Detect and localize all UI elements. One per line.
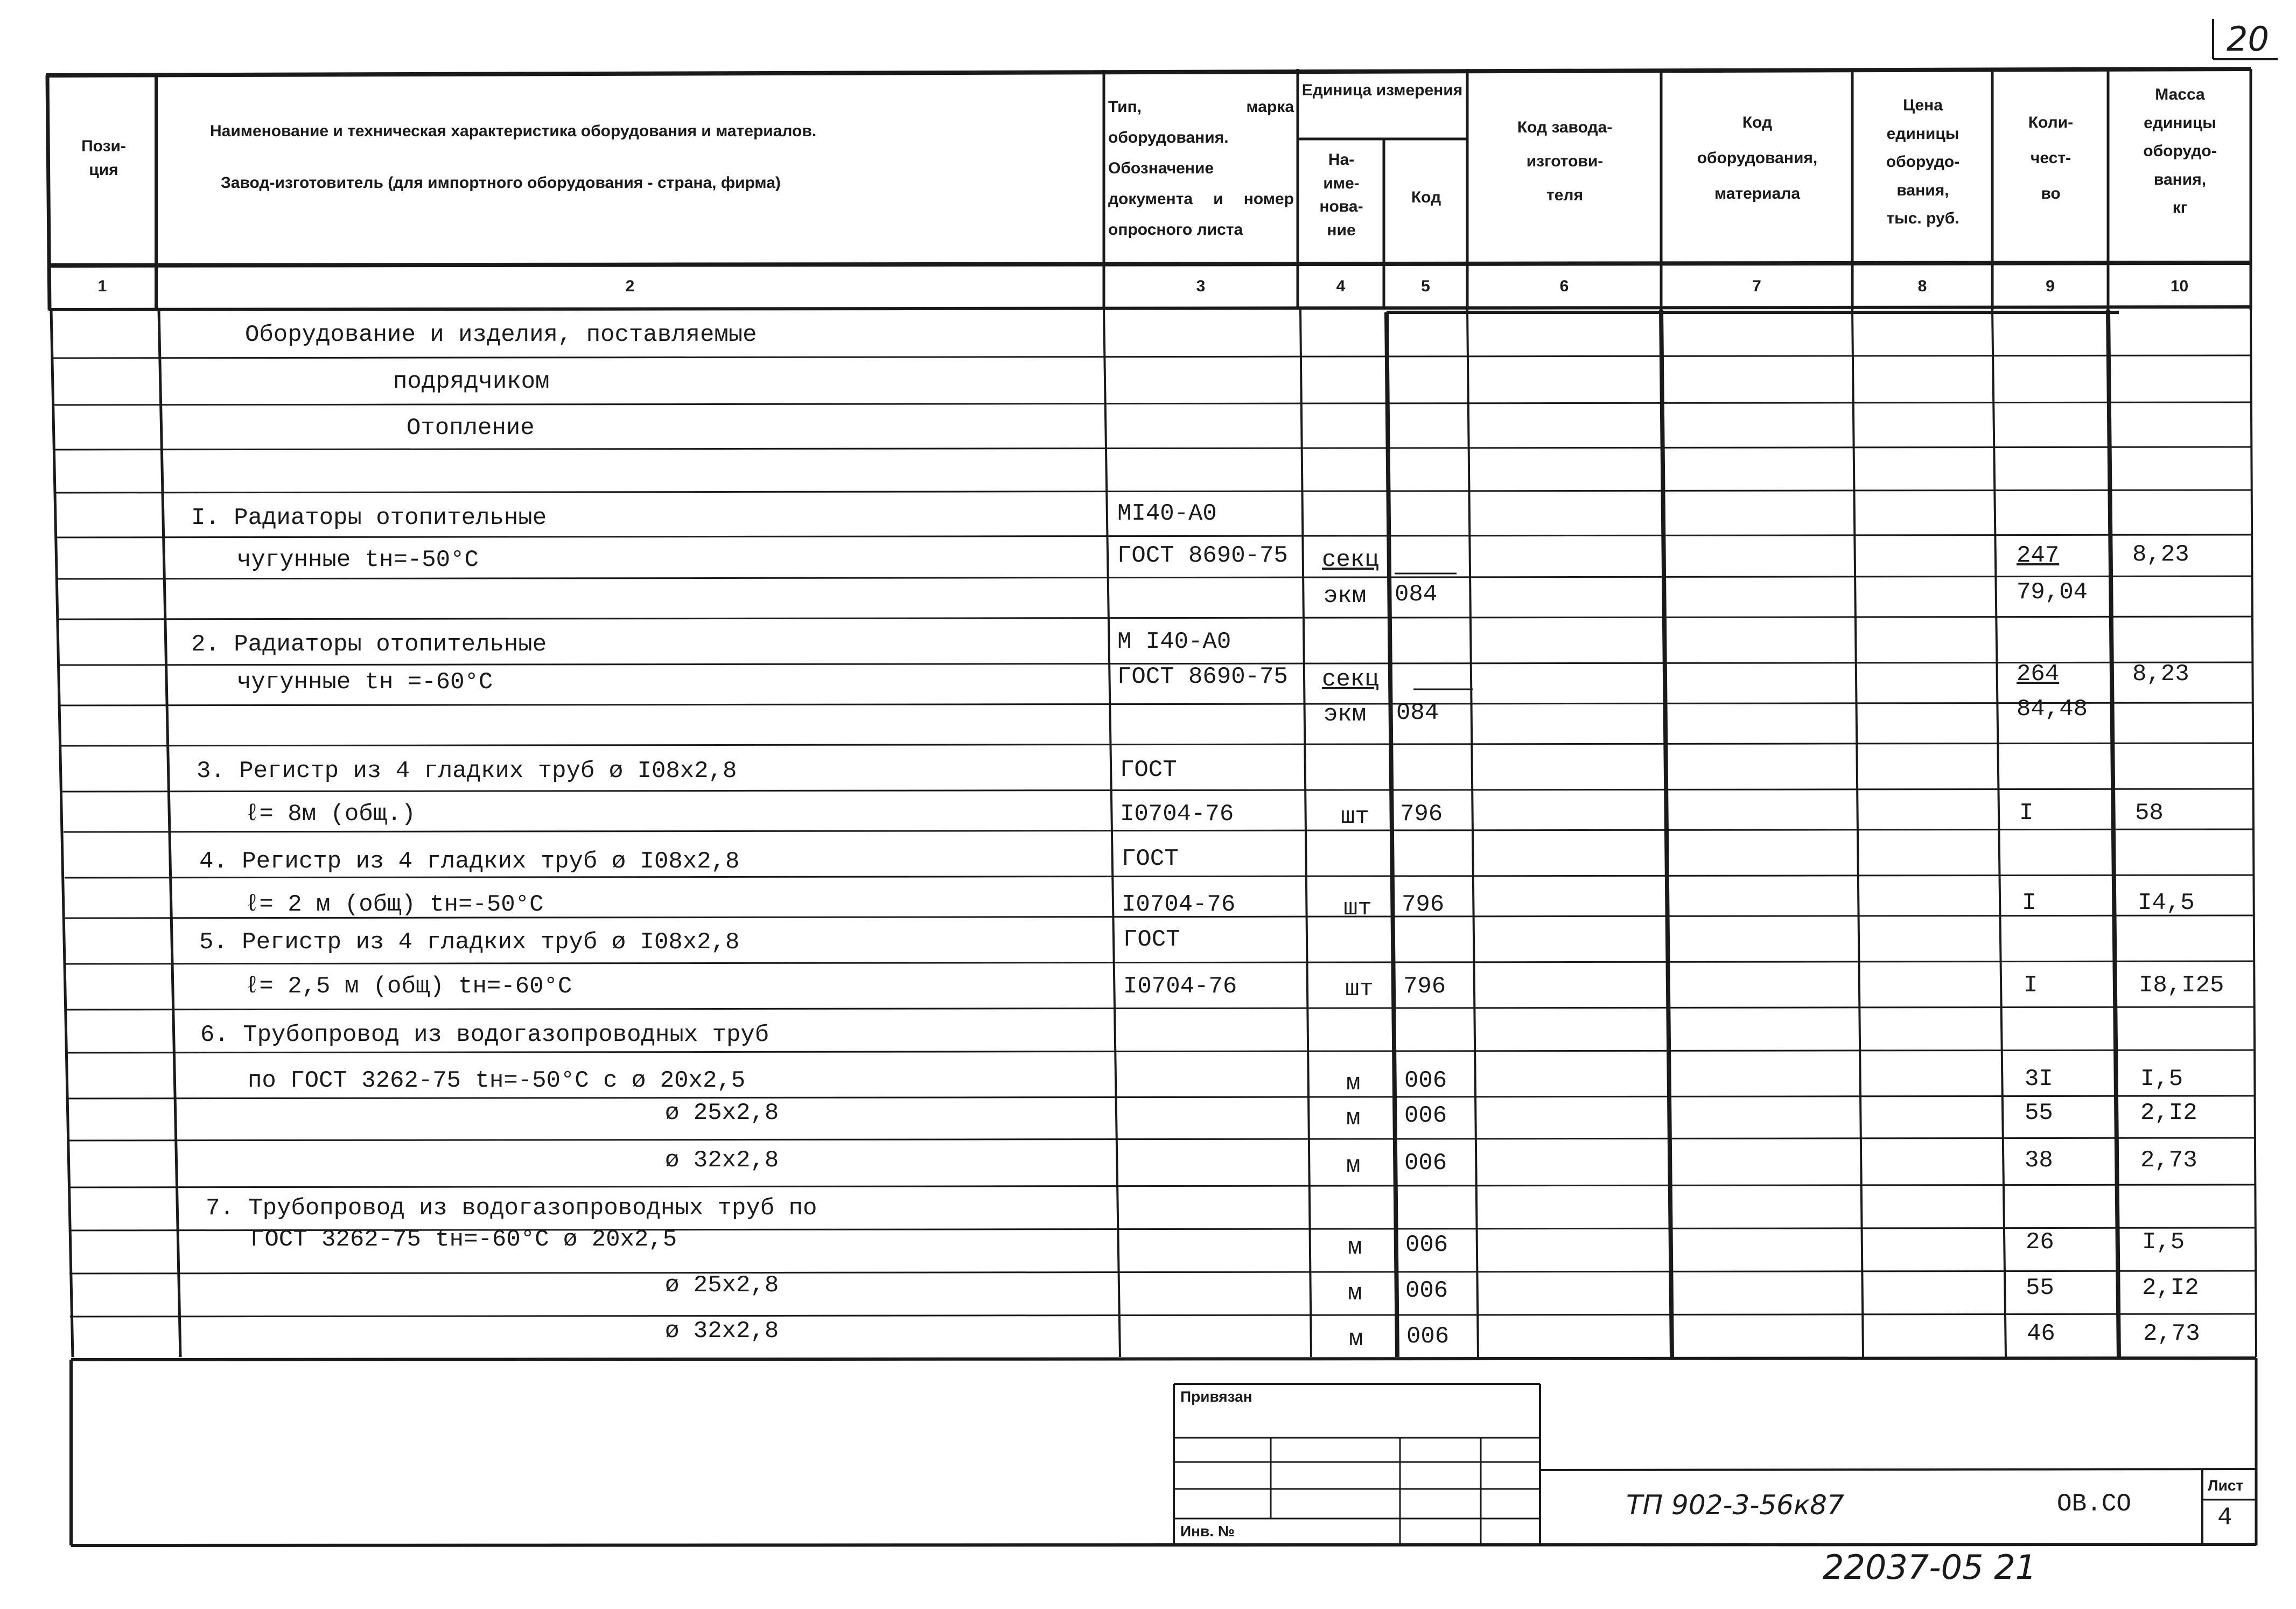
header-quantity: Коли- чест- во [2028, 114, 2074, 202]
header-type: Тип, марка оборудования. Обозначение документа и номер опросного листа [1108, 98, 1294, 239]
row-mass: I,5 [2142, 1229, 2185, 1256]
row-name: 6. Трубопровод из водогазопроводных труб [200, 1022, 769, 1048]
header-name-line2: Завод-изготовитель (для импортного оборудования - страна, фирма) [221, 174, 781, 192]
header-position: Пози- ция [81, 137, 126, 179]
header-equipment-code: Код оборудования, материала [1697, 114, 1818, 202]
row-type: M I40-A0 [1117, 628, 1231, 655]
row-unit: экм [1324, 701, 1367, 728]
sheet-corner-number: 20 [2227, 19, 2269, 59]
row-name: 3. Регистр из 4 гладких труб ø I08x2,8 [197, 758, 737, 785]
row-unit: шт [1341, 803, 1369, 830]
row-name: чугунные tн=-50°C [237, 547, 479, 573]
row-code: 006 [1404, 1150, 1447, 1177]
row-name: ø 32x2,8 [665, 1318, 779, 1345]
row-type: ГОСТ [1123, 926, 1180, 953]
column-number-3: 3 [1196, 277, 1206, 295]
row-mass: I4,5 [2138, 890, 2195, 917]
row-mass: I8,I25 [2139, 972, 2224, 999]
row-qty: 247 [2017, 542, 2060, 569]
column-number-1: 1 [97, 277, 107, 295]
row-unit: м [1346, 1152, 1361, 1179]
row-qty: 264 [2017, 661, 2060, 688]
row-qty: 3I [2025, 1066, 2053, 1093]
row-code: 796 [1402, 891, 1445, 918]
row-qty: I [2022, 890, 2036, 917]
section-title-line3: Отопление [407, 415, 535, 442]
row-mass: 58 [2135, 800, 2164, 827]
row-name: 4. Регистр из 4 гладких труб ø I08x2,8 [199, 848, 740, 875]
row-type: MI40-A0 [1117, 500, 1217, 527]
stamp-doc-mark: ОВ.СО [2057, 1490, 2132, 1518]
row-name: I. Радиаторы отопительные [191, 505, 547, 531]
row-type: ГОСТ 8690-75 [1117, 542, 1288, 569]
row-code: 006 [1405, 1232, 1448, 1258]
row-type: ГОСТ 8690-75 [1117, 663, 1288, 690]
row-name: 5. Регистр из 4 гладких труб ø I08x2,8 [199, 929, 740, 956]
column-number-6: 6 [1559, 277, 1569, 295]
column-number-9: 9 [2046, 277, 2055, 295]
row-mass: 2,73 [2140, 1147, 2197, 1174]
header-mass: Масса единицы оборудо- вания, кг [2143, 86, 2217, 216]
row-unit: м [1346, 1070, 1361, 1097]
row-mass: 8,23 [2132, 541, 2189, 568]
row-unit: м [1348, 1280, 1362, 1307]
row-name: ℓ= 2,5 м (общ) tн=-60°C [245, 973, 572, 1000]
row-name: ø 32x2,8 [665, 1147, 779, 1174]
header-factory-code: Код завода- изготови- теля [1517, 118, 1613, 204]
column-number-2: 2 [625, 277, 635, 295]
header-unit-code: Код [1411, 188, 1441, 206]
row-unit: экм [1324, 583, 1367, 610]
row-code: 006 [1404, 1067, 1447, 1094]
section-title-line1: Оборудование и изделия, поставляемые [245, 321, 757, 348]
row-unit: секц [1322, 666, 1379, 693]
row-type: ГОСТ [1122, 845, 1179, 872]
section-title-line2: подрядчиком [393, 368, 550, 395]
row-name: чугунные tн =-60°C [237, 669, 493, 696]
row-mass: 2,73 [2143, 1320, 2200, 1347]
row-code: 006 [1405, 1277, 1448, 1304]
row-unit: м [1349, 1326, 1363, 1353]
row-qty: I [2019, 800, 2034, 827]
row-code: 006 [1406, 1323, 1450, 1350]
row-code: 084 [1396, 699, 1439, 726]
row-unit: м [1346, 1105, 1361, 1132]
row-type: ГОСТ [1120, 757, 1177, 783]
row-qty: I [2024, 972, 2038, 999]
row-qty: 55 [2025, 1100, 2053, 1127]
row-unit: шт [1345, 976, 1374, 1003]
stamp-inv-no: Инв. № [1180, 1523, 1235, 1540]
row-mass: 2,I2 [2142, 1275, 2199, 1302]
row-mass: 2,I2 [2140, 1100, 2197, 1127]
row-unit: м [1348, 1234, 1362, 1261]
row-unit: секц [1322, 547, 1379, 573]
row-qty: 55 [2026, 1275, 2054, 1302]
row-name: ø 25x2,8 [665, 1272, 779, 1299]
row-qty: 46 [2027, 1320, 2055, 1347]
stamp-sheet-label: Лист [2208, 1477, 2244, 1494]
row-name: ГОСТ 3262-75 tн=-60°C ø 20x2,5 [250, 1226, 677, 1253]
header-price: Цена единицы оборудо- вания, тыс. руб. [1886, 96, 1960, 227]
header-unit-name: На- име- нова- ние [1319, 151, 1363, 239]
row-code: 796 [1403, 973, 1446, 1000]
row-name: ℓ= 2 м (общ) tн=-50°C [245, 891, 544, 918]
row-mass: 8,23 [2132, 661, 2189, 688]
row-qty: 84,48 [2017, 696, 2088, 723]
stamp-sheet-number: 4 [2217, 1503, 2232, 1531]
row-name: 7. Трубопровод из водогазопроводных труб по [206, 1195, 817, 1222]
row-code: 084 [1395, 581, 1438, 608]
row-name: по ГОСТ 3262-75 tн=-50°C с ø 20x2,5 [248, 1067, 746, 1094]
row-type: I0704-76 [1122, 891, 1236, 918]
row-type: I0704-76 [1120, 801, 1234, 828]
row-name: ℓ= 8м (общ.) [245, 801, 416, 828]
bottom-number: 22037-05 21 [1823, 1548, 2037, 1587]
header-name-line1: Наименование и техническая характеристика оборудования и материалов. [210, 122, 817, 140]
row-name: 2. Радиаторы отопительные [191, 631, 547, 658]
row-qty: 26 [2026, 1229, 2054, 1256]
row-type: I0704-76 [1123, 973, 1237, 1000]
row-mass: I,5 [2140, 1066, 2183, 1093]
row-code: 006 [1404, 1102, 1447, 1129]
row-code: 796 [1400, 801, 1443, 828]
row-qty: 79,04 [2017, 579, 2088, 606]
row-name: ø 25x2,8 [665, 1100, 779, 1127]
stamp-document-code: ТП 902-3-56к87 [1626, 1489, 1844, 1521]
column-number-7: 7 [1752, 277, 1761, 295]
column-number-4: 4 [1336, 277, 1346, 295]
column-number-8: 8 [1917, 277, 1927, 295]
row-unit: шт [1343, 895, 1372, 922]
header-unit-group: Единица измерения [1301, 81, 1463, 99]
column-number-10: 10 [2170, 277, 2189, 295]
column-number-5: 5 [1421, 277, 1430, 295]
stamp-privyazan: Привязан [1180, 1388, 1252, 1405]
row-qty: 38 [2025, 1147, 2053, 1174]
